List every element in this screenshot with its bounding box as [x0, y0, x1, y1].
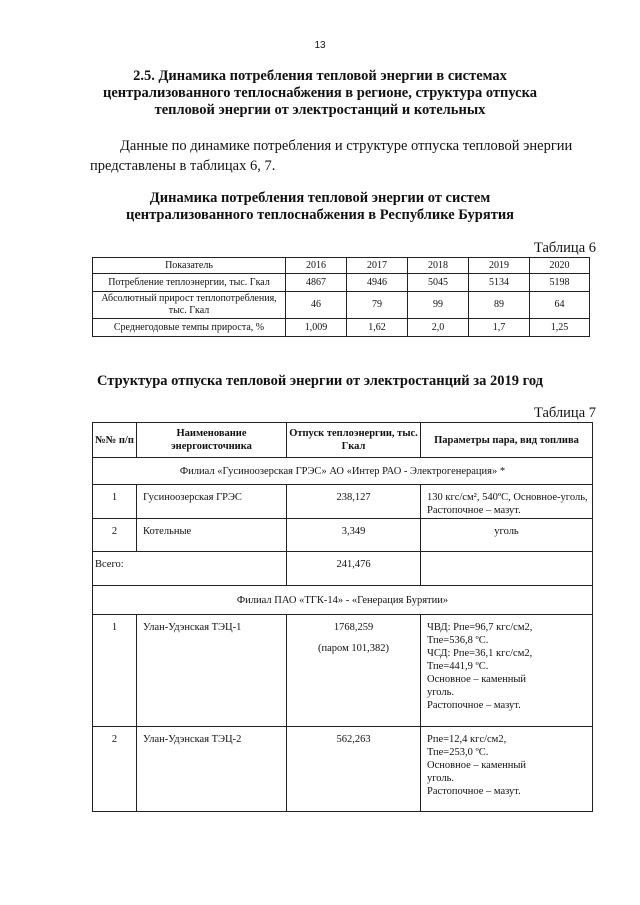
- table7-header-cell: Наименование энергоисточника: [137, 423, 287, 458]
- steam-params: 130 кгс/см², 540ºС, Основное-уголь, Растопочное – мазут.: [421, 485, 593, 519]
- table6-cell: 5134: [469, 274, 530, 292]
- paragraph-line: представлены в таблицах 6, 7.: [90, 158, 276, 174]
- param-line: ЧВД: Рпе=96,7 кгс/см2,: [427, 622, 533, 633]
- param-line: Основное – каменный: [427, 760, 527, 771]
- table6-cell: 89: [469, 292, 530, 319]
- param-line: Тпе=253,0 ºС.: [427, 747, 489, 758]
- param-line: уголь.: [427, 687, 455, 698]
- heat-output: 238,127: [287, 485, 421, 519]
- heat-output: 562,263: [287, 727, 421, 812]
- param-line: Тпе=441,9 ºС.: [427, 661, 489, 672]
- table7-header-cell: №№ п/п: [93, 423, 137, 458]
- section-heading-line: 2.5. Динамика потребления тепловой энергии в системах: [133, 68, 507, 84]
- table6-header-cell: 2017: [347, 258, 408, 274]
- table7: [92, 422, 593, 812]
- section-heading-line: централизованного теплоснабжения в регионе, структура отпуска: [103, 85, 537, 101]
- table6-title: [90, 190, 550, 224]
- page-number: 13: [314, 40, 326, 51]
- branch-heading: Филиал ПАО «ТГК-14» - «Генерация Бурятии»: [93, 586, 593, 615]
- param-line: Растопочное – мазут.: [427, 786, 521, 797]
- source-name: Улан-Удэнская ТЭЦ-2: [137, 727, 287, 812]
- table7-branch-row: [93, 458, 593, 485]
- table6-header-cell: Показатель: [93, 258, 286, 274]
- heat-output-steam: (паром 101,382): [318, 643, 389, 654]
- table6-cell: 79: [347, 292, 408, 319]
- steam-params: уголь: [421, 519, 593, 552]
- row-number: 2: [93, 519, 137, 552]
- empty-cell: [421, 552, 593, 586]
- row-number: 1: [93, 615, 137, 727]
- table6-row: [93, 274, 590, 292]
- param-line: уголь.: [427, 773, 455, 784]
- table6-cell: 1,25: [530, 319, 590, 337]
- param-line: Рпе=12,4 кгс/см2,: [427, 734, 507, 745]
- heat-output: 1768,259: [333, 622, 374, 633]
- table6-cell: 1,62: [347, 319, 408, 337]
- table7-header-cell: Параметры пара, вид топлива: [421, 423, 593, 458]
- table6-header-cell: 2016: [286, 258, 347, 274]
- table7-row: [93, 519, 593, 552]
- table7-row: [93, 727, 593, 812]
- table6-caption: Таблица 6: [533, 240, 596, 256]
- table7-row: [93, 485, 593, 519]
- table6-title-line: Динамика потребления тепловой энергии от систем: [149, 190, 491, 206]
- table6-cell: 5045: [408, 274, 469, 292]
- table6-cell: 46: [286, 292, 347, 319]
- table7-title: [70, 373, 570, 390]
- param-line: ЧСД: Рпе=36,1 кгс/см2,: [427, 648, 533, 659]
- param-line: Основное – каменный: [427, 674, 527, 685]
- section-heading: [90, 68, 550, 119]
- table6-row-label: Среднегодовые темпы прироста, %: [93, 319, 286, 337]
- table7-row: [93, 615, 593, 727]
- param-line: Тпе=536,8 ºС.: [427, 635, 489, 646]
- table6-header-cell: 2020: [530, 258, 590, 274]
- intro-paragraph: [90, 136, 595, 176]
- row-number: 1: [93, 485, 137, 519]
- section-heading-line: тепловой энергии от электростанций и котельных: [154, 102, 486, 118]
- heat-output-cell: [287, 615, 421, 727]
- source-name: Гусиноозерская ГРЭС: [137, 485, 287, 519]
- paragraph-line: Данные по динамике потребления и структуре отпуска тепловой энергии: [120, 138, 573, 154]
- table6-cell: 4867: [286, 274, 347, 292]
- table6-row: [93, 292, 590, 319]
- table6-title-line: централизованного теплоснабжения в Республике Бурятия: [125, 207, 515, 223]
- table6-cell: 5198: [530, 274, 590, 292]
- table6-row-label: Потребление теплоэнергии, тыс. Гкал: [93, 274, 286, 292]
- table7-title-line: Структура отпуска тепловой энергии от электростанций за 2019 год: [97, 373, 543, 389]
- table6-row-label: Абсолютный прирост теплопотребления, тыс. Гкал: [93, 292, 286, 319]
- table6-header-cell: 2019: [469, 258, 530, 274]
- table7-caption: Таблица 7: [533, 405, 596, 421]
- table6-header-cell: 2018: [408, 258, 469, 274]
- total-label: Всего:: [93, 552, 287, 586]
- table7-total-row: [93, 552, 593, 586]
- table6-cell: 1,009: [286, 319, 347, 337]
- row-number: 2: [93, 727, 137, 812]
- table6: [92, 257, 590, 337]
- steam-params: [421, 727, 593, 812]
- param-line: Растопочное – мазут.: [427, 700, 521, 711]
- table6-row: [93, 319, 590, 337]
- table6-cell: 4946: [347, 274, 408, 292]
- source-name: Котельные: [137, 519, 287, 552]
- table6-cell: 2,0: [408, 319, 469, 337]
- branch-heading: Филиал «Гусиноозерская ГРЭС» АО «Интер РАО - Электрогенерация» *: [93, 458, 593, 485]
- table7-header-cell: Отпуск теплоэнергии, тыс. Гкал: [287, 423, 421, 458]
- steam-params: [421, 615, 593, 727]
- table7-header-row: [93, 423, 593, 458]
- total-value: 241,476: [287, 552, 421, 586]
- table6-header-row: [93, 258, 590, 274]
- table6-cell: 99: [408, 292, 469, 319]
- table7-branch-row: [93, 586, 593, 615]
- table6-cell: 64: [530, 292, 590, 319]
- source-name: Улан-Удэнская ТЭЦ-1: [137, 615, 287, 727]
- heat-output: 3,349: [287, 519, 421, 552]
- table6-cell: 1,7: [469, 319, 530, 337]
